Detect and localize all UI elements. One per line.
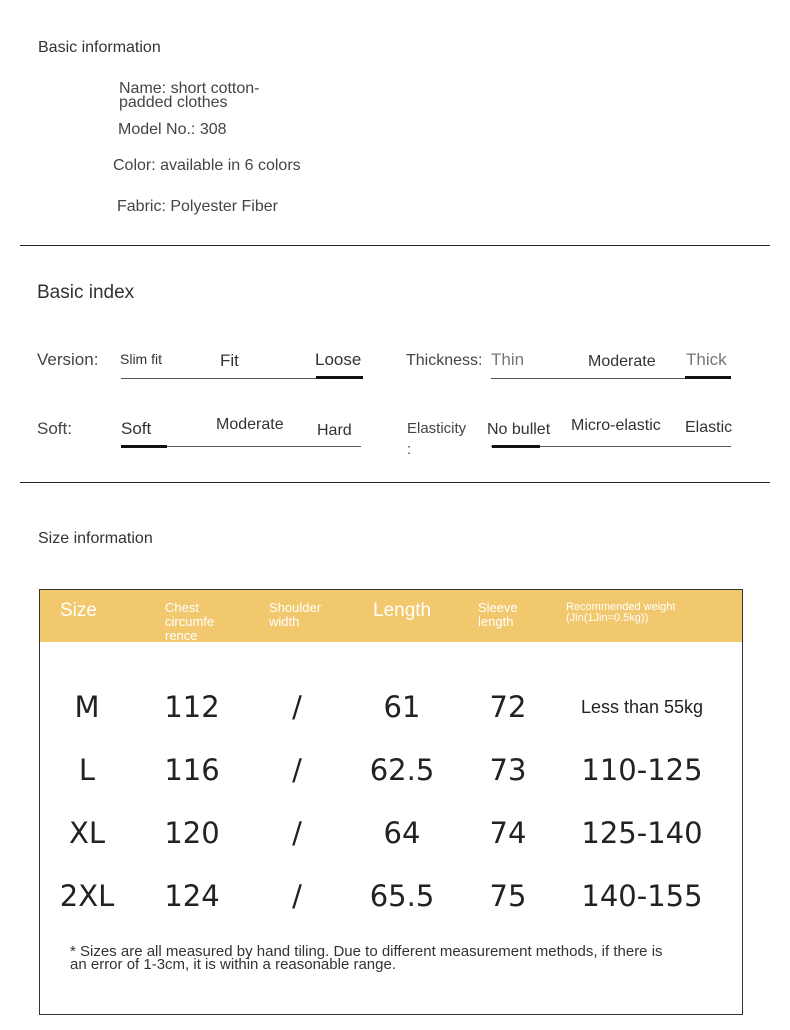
table-cell-sleeve: 72 <box>489 690 527 724</box>
soft-option-soft: Soft <box>121 419 152 438</box>
product-name-line1: Name: short cotton- <box>119 80 260 97</box>
product-name-line2: padded clothes <box>119 94 228 111</box>
header-length: Length <box>373 600 432 621</box>
table-cell-length: 64 <box>383 816 421 850</box>
header-weight: Recommended weight (Jin(1Jin=0.5kg)) <box>566 601 676 624</box>
version-option-loose: Loose <box>315 350 362 369</box>
elasticity-label-colon: : <box>407 441 412 458</box>
elasticity-option-micro-elastic: Micro-elastic <box>571 417 661 434</box>
header-shoulder: Shoulder width <box>269 600 322 629</box>
table-cell-length: 61 <box>383 690 421 724</box>
size-information-title: Size information <box>38 530 153 547</box>
basic-information-title: Basic information <box>38 39 161 56</box>
version-label: Version: <box>37 350 99 369</box>
basic-index-title: Basic index <box>37 282 135 303</box>
size-table <box>39 589 743 1015</box>
soft-selected-marker <box>121 445 167 448</box>
elasticity-selected-marker <box>492 445 540 448</box>
divider <box>20 482 770 483</box>
soft-label: Soft: <box>37 419 72 438</box>
elasticity-label: Elasticity <box>407 420 467 437</box>
table-cell-size: L <box>78 753 96 787</box>
thickness-option-thick: Thick <box>686 350 727 369</box>
soft-option-hard: Hard <box>317 422 352 439</box>
version-selected-marker <box>316 376 363 379</box>
header-size: Size <box>60 600 97 621</box>
table-cell-length: 65.5 <box>369 879 435 913</box>
table-cell-sleeve: 75 <box>489 879 527 913</box>
table-cell-chest: 112 <box>164 690 220 724</box>
thickness-selected-marker <box>685 376 731 379</box>
measurement-note <box>70 945 730 971</box>
table-cell-length: 62.5 <box>369 753 435 787</box>
divider <box>20 245 770 246</box>
table-cell-size: M <box>74 690 100 724</box>
size-table-header <box>40 590 742 642</box>
thickness-option-thin: Thin <box>491 350 525 369</box>
table-cell-weight: 110-125 <box>581 753 703 787</box>
table-cell-shoulder: / <box>292 690 302 724</box>
table-cell-shoulder: / <box>292 753 302 787</box>
table-cell-sleeve: 74 <box>489 816 527 850</box>
table-cell-weight: 125-140 <box>581 816 703 850</box>
version-option-slim-fit: Slim fit <box>120 351 162 367</box>
table-cell-weight: Less than 55kg <box>580 697 704 717</box>
elasticity-option-elastic: Elastic <box>685 419 733 436</box>
table-cell-chest: 120 <box>164 816 220 850</box>
table-cell-shoulder: / <box>292 816 302 850</box>
header-chest: Chest circumfe rence <box>165 600 215 643</box>
table-cell-size: 2XL <box>59 879 115 913</box>
table-cell-shoulder: / <box>292 879 302 913</box>
thickness-label: Thickness: <box>406 352 483 369</box>
table-cell-weight: 140-155 <box>581 879 703 913</box>
model-number: Model No.: 308 <box>118 121 227 138</box>
table-cell-size: XL <box>68 816 106 850</box>
soft-option-moderate: Moderate <box>216 416 284 433</box>
measurement-note-line1: * Sizes are all measured by hand tiling. Due to different measurement methods, if there is <box>70 943 663 960</box>
table-cell-sleeve: 73 <box>489 753 527 787</box>
fabric-info: Fabric: Polyester Fiber <box>117 198 278 215</box>
color-info: Color: available in 6 colors <box>113 157 301 174</box>
header-sleeve: Sleeve length <box>478 600 518 629</box>
table-cell-chest: 124 <box>164 879 220 913</box>
measurement-note-line2: an error of 1-3cm, it is within a reasonable range. <box>70 956 396 973</box>
version-option-fit: Fit <box>220 351 239 370</box>
thickness-option-moderate: Moderate <box>588 353 656 370</box>
elasticity-option-no-bullet: No bullet <box>487 421 551 438</box>
table-cell-chest: 116 <box>164 753 220 787</box>
